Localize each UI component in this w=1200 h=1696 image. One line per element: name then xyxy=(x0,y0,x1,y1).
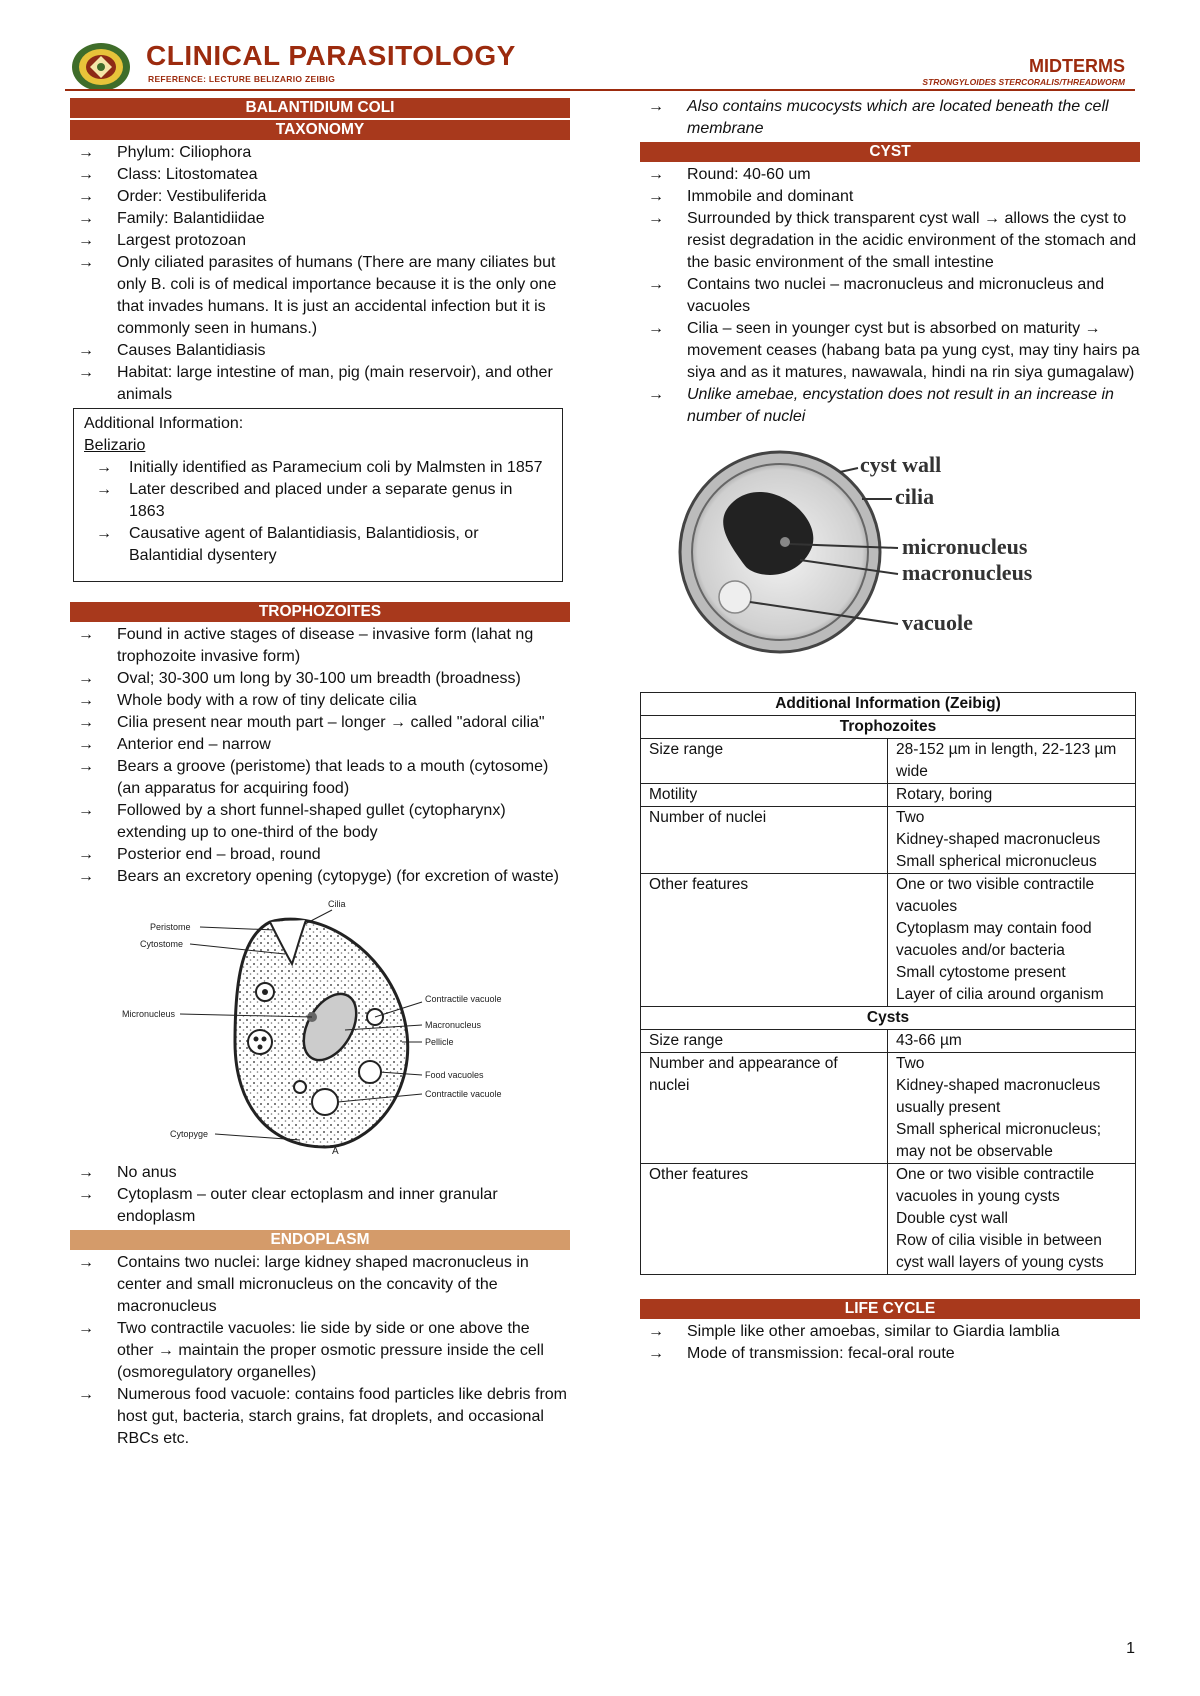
table-row xyxy=(641,739,1136,784)
life-cycle-list xyxy=(640,1321,1140,1365)
value-line: Double cyst wall xyxy=(896,1210,1008,1227)
list-item: → Causes Balantidiasis xyxy=(70,340,570,362)
row-label: Size range xyxy=(641,739,888,784)
list-item: → Followed by a short funnel-shaped gullet (cytopharynx) extending up to one-third of the body xyxy=(70,800,570,844)
list-item: → Cilia present near mouth part – longer → called "adoral cilia" xyxy=(70,712,570,734)
row-value xyxy=(888,874,1136,1007)
row-value xyxy=(888,1164,1136,1275)
list-item: → Round: 40-60 um xyxy=(640,164,1140,186)
label-cyst-cilia: cilia xyxy=(895,484,935,509)
list-item: → Initially identified as Paramecium coli by Malmsten in 1857 xyxy=(84,457,552,479)
zeibig-table xyxy=(640,692,1136,1275)
label-peristome: Peristome xyxy=(150,922,191,932)
list-item: → Mode of transmission: fecal-oral route xyxy=(640,1343,1140,1365)
additional-info-list xyxy=(84,457,552,567)
list-item: → Class: Litostomatea xyxy=(70,164,570,186)
list-item: → Order: Vestibuliferida xyxy=(70,186,570,208)
label-micronucleus: Micronucleus xyxy=(122,1009,176,1019)
cyst-list xyxy=(640,164,1140,428)
label-cyst-macronucleus: macronucleus xyxy=(902,560,1033,585)
section-title-life-cycle: LIFE CYCLE xyxy=(640,1299,1140,1319)
section-title-trophozoites: TROPHOZOITES xyxy=(70,602,570,622)
label-cyst-wall: cyst wall xyxy=(860,452,942,477)
list-item: → Family: Balantidiidae xyxy=(70,208,570,230)
section-title-balantidium: BALANTIDIUM COLI xyxy=(70,98,570,118)
list-item: → Habitat: large intestine of man, pig (main reservoir), and other animals xyxy=(70,362,570,406)
list-item: → Cytoplasm – outer clear ectoplasm and inner granular endoplasm xyxy=(70,1184,570,1228)
table-row xyxy=(641,807,1136,874)
mucocyst-list xyxy=(640,96,1140,140)
trophozoite-more-list xyxy=(70,1162,570,1228)
table-row xyxy=(641,1030,1136,1053)
table-row xyxy=(641,874,1136,1007)
cyst-diagram xyxy=(640,442,1140,662)
row-label: Size range xyxy=(641,1030,888,1053)
section-title-cyst: CYST xyxy=(640,142,1140,162)
list-item: → Causative agent of Balantidiasis, Balantidiosis, or Balantidial dysentery xyxy=(84,523,552,567)
table-title: Additional Information (Zeibig) xyxy=(641,693,1136,716)
value-line: Small spherical micronucleus; may not be observable xyxy=(896,1121,1102,1160)
row-value xyxy=(888,1053,1136,1164)
table-row xyxy=(641,1164,1136,1275)
list-item: → Surrounded by thick transparent cyst wall → allows the cyst to resist degradation in the acidic environment of the stomach and the basic environment of the small intestine xyxy=(640,208,1140,274)
school-logo xyxy=(70,40,132,92)
value-line: Kidney-shaped macronucleus usually present xyxy=(896,1077,1101,1116)
value-line: Kidney-shaped macronucleus xyxy=(896,831,1101,848)
section-title-endoplasm: ENDOPLASM xyxy=(70,1230,570,1250)
list-item: → Bears an excretory opening (cytopyge) (for excretion of waste) xyxy=(70,866,570,888)
list-item: → Largest protozoan xyxy=(70,230,570,252)
list-item: → Immobile and dominant xyxy=(640,186,1140,208)
list-item: → Bears a groove (peristome) that leads to a mouth (cytosome) (an apparatus for acquiring food) xyxy=(70,756,570,800)
table-row xyxy=(641,784,1136,807)
document-title: CLINICAL PARASITOLOGY xyxy=(146,40,516,71)
header-divider xyxy=(65,89,1135,91)
taxonomy-list xyxy=(70,142,570,406)
list-item: → Oval; 30-300 um long by 30-100 um breadth (broadness) xyxy=(70,668,570,690)
additional-info-title: Additional Information: xyxy=(84,415,244,432)
value-line: Layer of cilia around organism xyxy=(896,986,1104,1003)
label-pellicle: Pellicle xyxy=(425,1037,454,1047)
list-item: → Anterior end – narrow xyxy=(70,734,570,756)
row-label: Other features xyxy=(641,874,888,1007)
list-item: → Numerous food vacuole: contains food particles like debris from host gut, bacteria, starch grains, fat droplets, and occasional RBCs etc. xyxy=(70,1384,570,1450)
list-item: → Whole body with a row of tiny delicate cilia xyxy=(70,690,570,712)
term-label: MIDTERMS xyxy=(1029,56,1125,76)
label-food-vacuoles: Food vacuoles xyxy=(425,1070,484,1080)
left-column xyxy=(70,96,570,1450)
list-item: → Contains two nuclei – macronucleus and micronucleus and vacuoles xyxy=(640,274,1140,318)
list-item: → Simple like other amoebas, similar to Giardia lamblia xyxy=(640,1321,1140,1343)
list-item: → Posterior end – broad, round xyxy=(70,844,570,866)
row-label: Other features xyxy=(641,1164,888,1275)
list-item: → No anus xyxy=(70,1162,570,1184)
cyst-body xyxy=(680,452,880,652)
label-cilia: Cilia xyxy=(328,899,346,909)
table-heading-cysts: Cysts xyxy=(641,1007,1136,1030)
list-item: → Two contractile vacuoles: lie side by side or one above the other → maintain the proper osmotic pressure inside the cell (osmoregulatory organelles) xyxy=(70,1318,570,1384)
list-item: → Unlike amebae, encystation does not result in an increase in number of nuclei xyxy=(640,384,1140,428)
section-title-taxonomy: TAXONOMY xyxy=(70,120,570,140)
value-line: Cytoplasm may contain food vacuoles and/or bacteria xyxy=(896,920,1092,959)
label-cyst-vacuole: vacuole xyxy=(902,610,973,635)
list-item: → Also contains mucocysts which are located beneath the cell membrane xyxy=(640,96,1140,140)
additional-info-box xyxy=(73,408,563,582)
list-item: → Contains two nuclei: large kidney shaped macronucleus in center and small micronucleus on the concavity of the macronucleus xyxy=(70,1252,570,1318)
label-contractile-vacuole: Contractile vacuole xyxy=(425,994,502,1004)
row-value xyxy=(888,739,1136,784)
value-line: Two xyxy=(896,809,925,826)
label-contractile-vacuole-2: Contractile vacuole xyxy=(425,1089,502,1099)
topic-subtitle: STRONGYLOIDES STERCORALIS/THREADWORM xyxy=(922,77,1125,87)
table-row xyxy=(641,1053,1136,1164)
list-item: → Only ciliated parasites of humans (There are many ciliates but only B. coli is of medical importance because it is the only one that invades humans. It is just an accidental infection but it is commonly seen in humans.) xyxy=(70,252,570,340)
label-cyst-micronucleus: micronucleus xyxy=(902,534,1028,559)
list-item: → Found in active stages of disease – invasive form (lahat ng trophozoite invasive form) xyxy=(70,624,570,668)
value-line: Small spherical micronucleus xyxy=(896,853,1097,870)
row-value xyxy=(888,807,1136,874)
list-item: → Cilia – seen in younger cyst but is absorbed on maturity → movement ceases (habang bata pa yung cyst, may tiny hairs pa siya and as it matures, nawawala, hindi na rin siya gumagalaw) xyxy=(640,318,1140,384)
label-macronucleus: Macronucleus xyxy=(425,1020,482,1030)
value-line: Two xyxy=(896,1055,925,1072)
row-label: Number and appearance of nuclei xyxy=(641,1053,888,1164)
page-number: 1 xyxy=(1126,1640,1135,1657)
right-column xyxy=(640,96,1140,1365)
table-heading-trophozoites: Trophozoites xyxy=(641,716,1136,739)
endoplasm-list xyxy=(70,1252,570,1450)
trophozoite-list xyxy=(70,624,570,888)
row-label: Motility xyxy=(641,784,888,807)
trophozoite-diagram xyxy=(70,892,570,1162)
value-line: 43-66 µm xyxy=(896,1032,962,1049)
value-line: One or two visible contractile vacuoles in young cysts xyxy=(896,1166,1095,1205)
row-value xyxy=(888,784,1136,807)
value-line: Rotary, boring xyxy=(896,786,993,803)
value-line: Row of cilia visible in between cyst wall layers of young cysts xyxy=(896,1232,1104,1271)
trophozoite-body xyxy=(235,919,408,1147)
list-item: → Phylum: Ciliophora xyxy=(70,142,570,164)
figure-letter: A xyxy=(332,1146,339,1157)
list-item: → Later described and placed under a separate genus in 1863 xyxy=(84,479,552,523)
source-label: Belizario xyxy=(84,437,146,454)
value-line: Small cytostome present xyxy=(896,964,1066,981)
row-value xyxy=(888,1030,1136,1053)
row-label: Number of nuclei xyxy=(641,807,888,874)
label-cytostome: Cytostome xyxy=(140,939,184,949)
label-cytopyge: Cytopyge xyxy=(170,1129,209,1139)
reference-line: REFERENCE: LECTURE BELIZARIO ZEIBIG xyxy=(148,74,336,84)
value-line: 28-152 µm in length, 22-123 µm wide xyxy=(896,741,1117,780)
value-line: One or two visible contractile vacuoles xyxy=(896,876,1095,915)
